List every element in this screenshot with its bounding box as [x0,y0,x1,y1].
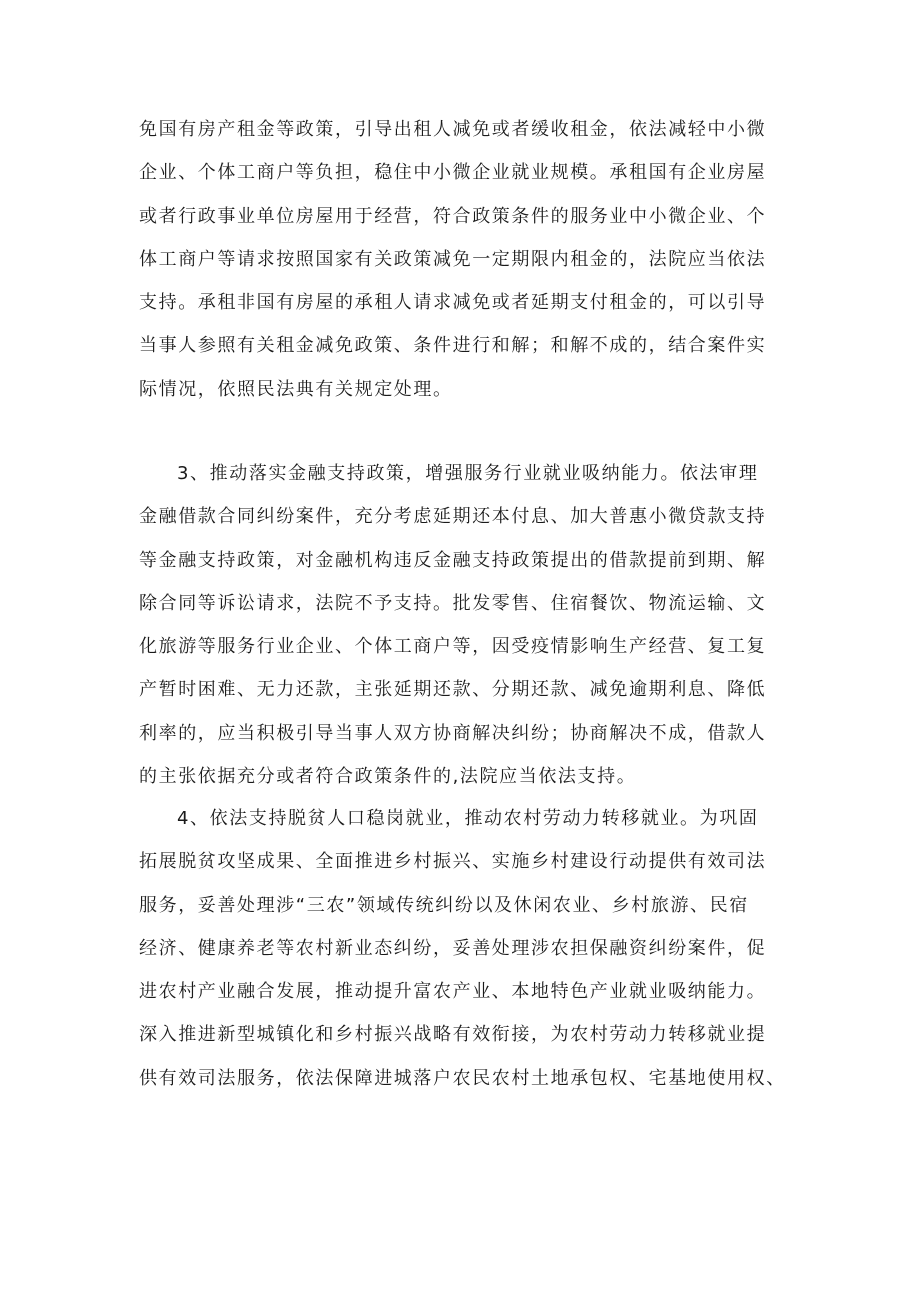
paragraph-line: 等金融支持政策，对金融机构违反金融支持政策提出的借款提前到期、解 [139,549,767,571]
paragraph-line: 的主张依据充分或者符合政策条件的,法院应当依法支持。 [139,766,637,788]
paragraph-financial-support [139,452,784,798]
paragraph-line: 除合同等诉讼请求，法院不予支持。批发零售、住宿餐饮、物流运输、文 [139,592,767,614]
paragraph-first-line: 4、依法支持脱贫人口稳岗就业，推动农村劳动力转移就业。为巩固 [177,808,759,829]
paragraph-rural-employment [139,797,784,1100]
paragraph-first-line: 3、推动落实金融支持政策，增强服务行业就业吸纳能力。依法审理 [177,463,759,484]
paragraph-line: 金融借款合同纠纷案件，充分考虑延期还本付息、加大普惠小微贷款支持 [139,506,767,528]
paragraph-line: 免国有房产租金等政策，引导出租人减免或者缓收租金，依法减轻中小微 [139,119,767,140]
paragraph-line: 体工商户等请求按照国家有关政策减免一定期限内租金的，法院应当依法 [139,248,767,270]
paragraph-line: 供有效司法服务，依法保障进城落户农民农村土地承包权、宅基地使用权、 [139,1067,786,1089]
paragraph-line: 产暂时困难、无力还款，主张延期还款、分期还款、减免逾期利息、降低 [139,679,767,701]
paragraph-rent-relief [139,108,784,411]
paragraph-line: 支持。承租非国有房屋的承租人请求减免或者延期支付租金的，可以引导 [139,292,767,314]
paragraph-line: 化旅游等服务行业企业、个体工商户等，因受疫情影响生产经营、复工复 [139,636,767,658]
paragraph-line: 利率的，应当积极引导当事人双方协商解决纠纷；协商解决不成，借款人 [139,722,767,744]
paragraph-line: 拓展脱贫攻坚成果、全面推进乡村振兴、实施乡村建设行动提供有效司法 [139,851,767,873]
paragraph-line: 服务，妥善处理涉“三农”领域传统纠纷以及休闲农业、乡村旅游、民宿 [139,894,749,916]
paragraph-line: 际情况，依照民法典有关规定处理。 [139,378,453,400]
paragraph-line: 进农村产业融合发展，推动提升富农产业、本地特色产业就业吸纳能力。 [139,981,767,1003]
paragraph-line: 经济、健康养老等农村新业态纠纷，妥善处理涉农担保融资纠纷案件，促 [139,937,767,959]
paragraph-line: 深入推进新型城镇化和乡村振兴战略有效衔接，为农村劳动力转移就业提 [139,1024,767,1046]
paragraph-line: 或者行政事业单位房屋用于经营，符合政策条件的服务业中小微企业、个 [139,205,767,227]
paragraph-line: 企业、个体工商户等负担，稳住中小微企业就业规模。承租国有企业房屋 [139,162,767,184]
paragraph-line: 当事人参照有关租金减免政策、条件进行和解；和解不成的，结合案件实 [139,335,767,357]
